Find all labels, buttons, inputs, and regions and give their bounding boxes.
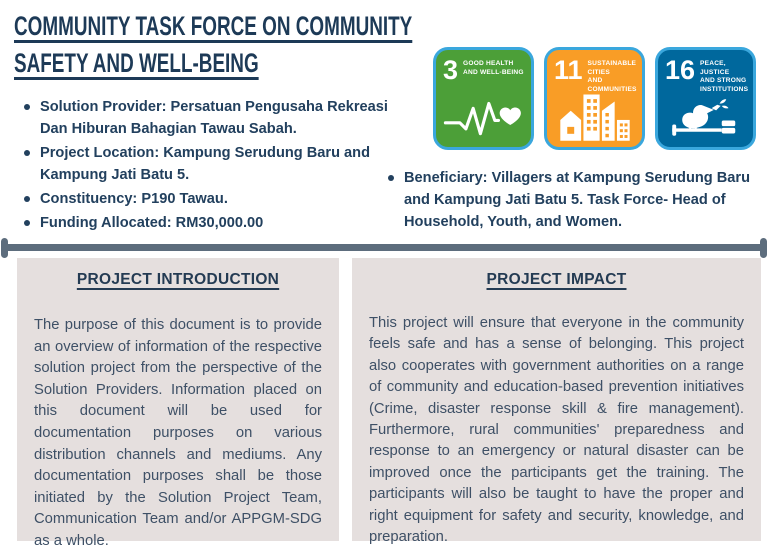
list-item-project-location: Project Location: Kampung Serudung Baru and Kampung Jati Batu 5.: [20, 142, 392, 186]
page-title-line-1: COMMUNITY TASK FORCE ON COMMUNITY: [14, 11, 413, 41]
sdg-16-label-line3: INSTITUTIONS: [700, 85, 749, 93]
list-item-funding-allocated: Funding Allocated: RM30,000.00: [20, 212, 392, 234]
sdg-16-label-line2: AND STRONG: [700, 77, 747, 84]
sdg-11-label-line1: SUSTAINABLE CITIES: [587, 60, 637, 76]
project-details-list: [20, 96, 392, 236]
sdg-11-label-line2: AND COMMUNITIES: [587, 77, 637, 93]
divider-left-cap: [1, 238, 8, 258]
sdg-3-good-health-badge: [433, 47, 534, 150]
dove-gavel-icon: [670, 91, 742, 141]
sdg-16-header: [658, 50, 753, 94]
project-introduction-heading: PROJECT INTRODUCTION: [76, 271, 280, 288]
project-introduction-body: The purpose of this document is to provide an overview of information of the respective solution project from the perspective of the Solution Providers. Information placed on this document will be used for documentation purposes on various distribution channels and mediums. Any documentation purposes shall be those initiated by the Solution Project Team, Communication Team and/or APPGM-SDG as a whole.: [34, 317, 322, 548]
section-divider: [0, 238, 768, 258]
city-buildings-icon: [558, 85, 632, 141]
sdg-16-label: [700, 57, 748, 94]
sdg-3-label: [463, 57, 524, 77]
divider-right-cap: [760, 238, 767, 258]
sdg-badges-row: [433, 47, 756, 150]
list-item-constituency: Constituency: P190 Tawau.: [20, 188, 392, 210]
list-item-beneficiary: Beneficiary: Villagers at Kampung Serudung Baru and Kampung Jati Batu 5. Task Force- Head of Household, Youth, and Women.: [384, 167, 766, 233]
project-impact-heading: PROJECT IMPACT: [486, 271, 627, 288]
project-introduction-section: [17, 258, 339, 548]
sdg-3-number: 3: [443, 55, 459, 85]
page-title-line-2: SAFETY AND WELL-BEING: [14, 48, 259, 78]
sdg-11-number: 11: [554, 55, 583, 85]
sdg-11-sustainable-cities-badge: [544, 47, 645, 150]
beneficiary-list: [384, 167, 766, 235]
divider-bar: [2, 244, 766, 251]
sdg-3-label-line2: AND WELL-BEING: [463, 68, 524, 76]
sdg-16-peace-justice-badge: [655, 47, 756, 150]
project-impact-section: [352, 258, 761, 546]
list-item-solution-provider: Solution Provider: Persatuan Pengusaha Rekreasi Dan Hiburan Bahagian Tawau Sabah.: [20, 96, 392, 140]
heartbeat-heart-icon: [443, 95, 525, 141]
project-impact-body: This project will ensure that everyone in the community feels safe and has a sense of belonging. This project also cooperates with government authorities on a range of community and education-based prevention initiatives (Crime, disaster response skill & fire management). Furthermore, rural communities' preparedness and response to an emergency or natural disaster can be improved once the participants get the training. The participants will also be taught to have the proper and right equipment for safety and security, knowledge, and preparation.: [369, 315, 744, 546]
sdg-16-label-line1: PEACE, JUSTICE: [700, 60, 730, 76]
sdg-16-number: 16: [665, 55, 696, 85]
sdg-3-header: [436, 50, 531, 83]
sdg-3-label-line1: GOOD HEALTH: [463, 60, 514, 67]
